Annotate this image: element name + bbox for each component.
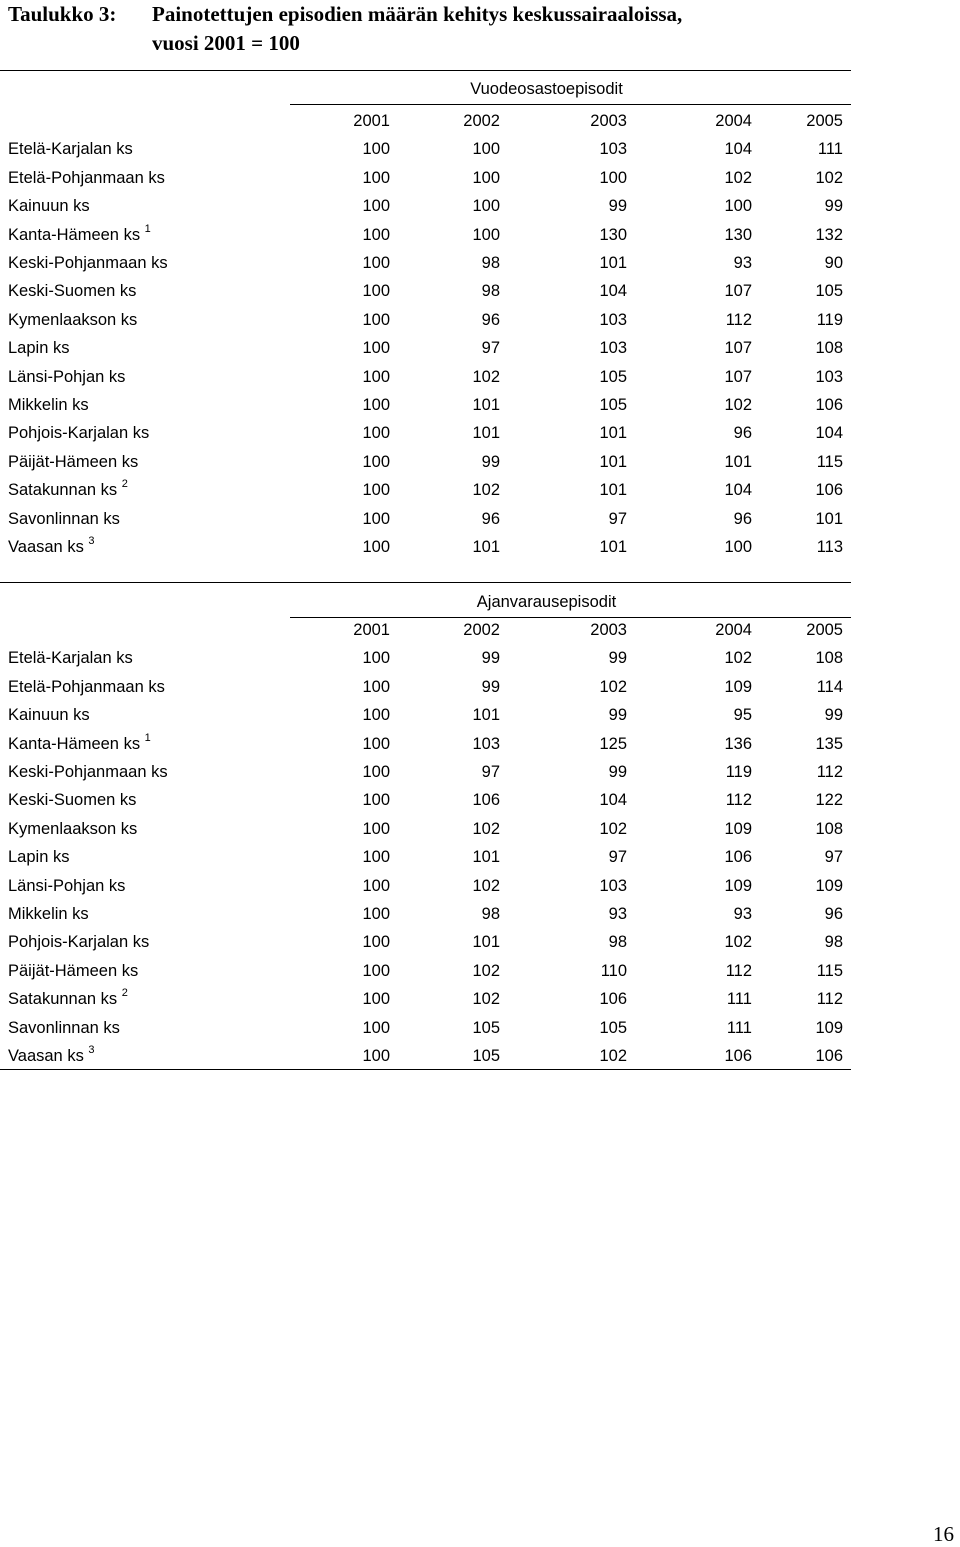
value-cell: 102 — [724, 396, 752, 415]
value-cell: 96 — [481, 509, 500, 528]
value-cell: 97 — [608, 509, 627, 528]
value-cell: 100 — [362, 282, 390, 301]
value-cell: 96 — [733, 424, 752, 443]
hospital-name: Kainuun ks — [8, 197, 90, 216]
value-cell: 101 — [472, 396, 500, 415]
value-cell: 130 — [724, 225, 752, 244]
hospital-name-cell — [0, 533, 290, 561]
value-cell: 100 — [362, 254, 390, 273]
table-row — [0, 192, 851, 220]
table-row — [0, 928, 851, 956]
value-cell: 102 — [815, 168, 843, 187]
year-header: 2001 — [353, 621, 390, 639]
value-cell: 106 — [472, 791, 500, 810]
value-cell: 100 — [362, 706, 390, 725]
value-cell: 97 — [824, 848, 843, 867]
hospital-name: Länsi-Pohjan ks — [8, 876, 126, 895]
hospital-name: Mikkelin ks — [8, 396, 89, 415]
value-cell: 112 — [725, 310, 752, 329]
table-row — [0, 505, 851, 533]
hospital-name-cell — [0, 277, 290, 305]
caption-label: Taulukko 3: — [8, 2, 117, 26]
hospital-name: Etelä-Pohjanmaan ks — [8, 168, 165, 187]
value-cell: 100 — [362, 734, 390, 753]
value-cell: 100 — [362, 1018, 390, 1037]
value-cell: 100 — [362, 197, 390, 216]
value-cell: 99 — [481, 452, 500, 471]
value-cell: 108 — [815, 819, 843, 838]
hospital-name-cell — [0, 928, 290, 956]
value-cell: 100 — [362, 933, 390, 952]
value-cell: 100 — [362, 339, 390, 358]
hospital-name: Satakunnan ks — [8, 481, 118, 500]
header-row — [0, 107, 851, 135]
value-cell: 103 — [599, 140, 627, 159]
footnote-marker: 3 — [88, 1044, 95, 1057]
hospital-name-cell — [0, 249, 290, 277]
value-cell: 104 — [724, 140, 752, 159]
value-cell: 100 — [362, 905, 390, 924]
value-cell: 96 — [733, 509, 752, 528]
table-row — [0, 673, 851, 701]
table-row — [0, 985, 851, 1013]
hospital-name: Pohjois-Karjalan ks — [8, 424, 150, 443]
year-header: 2005 — [806, 112, 843, 130]
hospital-name-cell — [0, 872, 290, 900]
value-cell: 101 — [472, 538, 500, 557]
value-cell: 99 — [608, 649, 627, 668]
value-cell: 132 — [815, 225, 843, 244]
value-cell: 130 — [599, 225, 627, 244]
value-cell: 100 — [362, 225, 390, 244]
year-header: 2005 — [806, 621, 843, 639]
bottom-rule — [0, 1069, 851, 1070]
value-cell: 125 — [599, 734, 627, 753]
value-cell: 100 — [362, 424, 390, 443]
value-cell: 100 — [724, 197, 752, 216]
hospital-name: Lapin ks — [8, 339, 70, 358]
caption-title-line-1: Painotettujen episodien määrän kehitys keskussairaaloissa, — [152, 2, 683, 26]
hospital-name-cell — [0, 673, 290, 701]
value-cell: 119 — [816, 310, 843, 329]
value-cell: 100 — [362, 763, 390, 782]
value-cell: 122 — [815, 791, 843, 810]
value-cell: 101 — [599, 254, 627, 273]
value-cell: 100 — [472, 140, 500, 159]
table-row — [0, 701, 851, 729]
hospital-name: Mikkelin ks — [8, 905, 89, 924]
value-cell: 100 — [724, 538, 752, 557]
hospital-name: Keski-Pohjanmaan ks — [8, 254, 168, 273]
hospital-name-cell — [0, 786, 290, 814]
value-cell: 96 — [824, 905, 843, 924]
value-cell: 97 — [481, 763, 500, 782]
value-cell: 102 — [724, 933, 752, 952]
hospital-name-cell — [0, 815, 290, 843]
value-cell: 100 — [362, 310, 390, 329]
value-cell: 109 — [815, 1018, 843, 1037]
table-row — [0, 363, 851, 391]
hospital-name: Vaasan ks — [8, 538, 84, 557]
value-cell: 109 — [724, 677, 752, 696]
hospital-name: Savonlinnan ks — [8, 509, 120, 528]
hospital-name-cell — [0, 758, 290, 786]
value-cell: 101 — [815, 509, 843, 528]
table-row — [0, 730, 851, 758]
hospital-name: Etelä-Karjalan ks — [8, 140, 133, 159]
value-cell: 100 — [362, 876, 390, 895]
hospital-name-cell — [0, 448, 290, 476]
hospital-name: Satakunnan ks — [8, 990, 118, 1009]
value-cell: 101 — [472, 424, 500, 443]
value-cell: 100 — [362, 848, 390, 867]
value-cell: 100 — [362, 396, 390, 415]
header-rule — [290, 104, 851, 105]
value-cell: 100 — [362, 819, 390, 838]
value-cell: 96 — [481, 310, 500, 329]
hospital-name: Lapin ks — [8, 848, 70, 867]
hospital-name: Pohjois-Karjalan ks — [8, 933, 150, 952]
value-cell: 102 — [472, 819, 500, 838]
hospital-name-cell — [0, 334, 290, 362]
hospital-name-cell — [0, 192, 290, 220]
value-cell: 98 — [481, 282, 500, 301]
table-row — [0, 306, 851, 334]
value-cell: 112 — [816, 990, 843, 1009]
value-cell: 100 — [362, 140, 390, 159]
year-header: 2003 — [590, 112, 627, 130]
value-cell: 100 — [362, 538, 390, 557]
hospital-name-cell — [0, 1042, 290, 1070]
data-table — [0, 107, 851, 562]
hospital-name-cell — [0, 985, 290, 1013]
table-row — [0, 334, 851, 362]
value-cell: 102 — [472, 961, 500, 980]
value-cell: 106 — [815, 481, 843, 500]
value-cell: 101 — [599, 452, 627, 471]
table-row — [0, 843, 851, 871]
value-cell: 93 — [733, 254, 752, 273]
value-cell: 100 — [362, 677, 390, 696]
value-cell: 110 — [600, 961, 627, 980]
value-cell: 100 — [362, 452, 390, 471]
hospital-name: Kymenlaakson ks — [8, 310, 138, 329]
value-cell: 101 — [472, 848, 500, 867]
value-cell: 104 — [724, 481, 752, 500]
table-section-ajanvarausepisodit — [0, 583, 851, 1073]
hospital-name: Kanta-Hämeen ks — [8, 225, 141, 244]
value-cell: 102 — [724, 168, 752, 187]
value-cell: 99 — [824, 706, 843, 725]
table-row — [0, 786, 851, 814]
value-cell: 105 — [472, 1047, 500, 1066]
value-cell: 102 — [472, 481, 500, 500]
value-cell: 111 — [817, 140, 843, 159]
value-cell: 113 — [816, 538, 843, 557]
value-cell: 102 — [472, 990, 500, 1009]
value-cell: 100 — [362, 481, 390, 500]
value-cell: 104 — [599, 282, 627, 301]
hospital-name-cell — [0, 306, 290, 334]
value-cell: 99 — [481, 677, 500, 696]
value-cell: 100 — [362, 509, 390, 528]
value-cell: 108 — [815, 339, 843, 358]
table-body — [0, 135, 851, 561]
value-cell: 103 — [599, 339, 627, 358]
caption-line-1 — [8, 0, 682, 29]
value-cell: 101 — [599, 424, 627, 443]
table-row — [0, 1042, 851, 1070]
value-cell: 97 — [608, 848, 627, 867]
group-title: Vuodeosastoepisodit — [470, 80, 623, 98]
footnote-marker: 1 — [144, 222, 151, 235]
table-row — [0, 476, 851, 504]
table-row — [0, 957, 851, 985]
hospital-name: Keski-Pohjanmaan ks — [8, 763, 168, 782]
hospital-name: Kymenlaakson ks — [8, 819, 138, 838]
value-cell: 111 — [726, 1018, 752, 1037]
value-cell: 100 — [472, 197, 500, 216]
value-cell: 101 — [599, 481, 627, 500]
value-cell: 95 — [733, 706, 752, 725]
value-cell: 104 — [815, 424, 843, 443]
year-header: 2001 — [353, 112, 390, 130]
hospital-name: Vaasan ks — [8, 1047, 84, 1066]
footnote-marker: 1 — [144, 731, 151, 744]
footnote-marker: 2 — [121, 478, 128, 491]
hospital-name-cell — [0, 701, 290, 729]
value-cell: 106 — [724, 1047, 752, 1066]
table-row — [0, 249, 851, 277]
value-cell: 98 — [481, 254, 500, 273]
table-row — [0, 277, 851, 305]
footnote-marker: 3 — [88, 535, 95, 548]
hospital-name-cell — [0, 957, 290, 985]
value-cell: 106 — [724, 848, 752, 867]
hospital-name: Etelä-Karjalan ks — [8, 649, 133, 668]
value-cell: 93 — [608, 905, 627, 924]
value-cell: 100 — [472, 225, 500, 244]
value-cell: 109 — [724, 876, 752, 895]
hospital-name-cell — [0, 900, 290, 928]
value-cell: 112 — [725, 961, 752, 980]
table-row — [0, 758, 851, 786]
group-title: Ajanvarausepisodit — [476, 593, 617, 611]
value-cell: 98 — [824, 933, 843, 952]
value-cell: 102 — [724, 649, 752, 668]
hospital-name: Kainuun ks — [8, 706, 90, 725]
value-cell: 100 — [362, 367, 390, 386]
value-cell: 114 — [816, 677, 843, 696]
value-cell: 98 — [481, 905, 500, 924]
table-row — [0, 900, 851, 928]
hospital-name-cell — [0, 1014, 290, 1042]
value-cell: 90 — [824, 254, 843, 273]
value-cell: 105 — [599, 367, 627, 386]
value-cell: 106 — [599, 990, 627, 1009]
value-cell: 99 — [608, 763, 627, 782]
value-cell: 101 — [472, 933, 500, 952]
value-cell: 105 — [599, 1018, 627, 1037]
table-row — [0, 533, 851, 561]
hospital-name: Keski-Suomen ks — [8, 282, 137, 301]
hospital-name: Kanta-Hämeen ks — [8, 734, 141, 753]
data-table — [0, 616, 851, 1071]
value-cell: 112 — [725, 791, 752, 810]
hospital-name-cell — [0, 391, 290, 419]
hospital-name: Savonlinnan ks — [8, 1018, 120, 1037]
value-cell: 105 — [472, 1018, 500, 1037]
value-cell: 119 — [725, 763, 752, 782]
table-row — [0, 135, 851, 163]
table-row — [0, 164, 851, 192]
value-cell: 103 — [599, 876, 627, 895]
header-row — [0, 616, 851, 644]
year-header: 2002 — [463, 112, 500, 130]
value-cell: 115 — [816, 452, 843, 471]
header-empty-cell — [0, 616, 290, 644]
value-cell: 105 — [815, 282, 843, 301]
value-cell: 107 — [724, 367, 752, 386]
year-header: 2002 — [463, 621, 500, 639]
value-cell: 93 — [733, 905, 752, 924]
value-cell: 106 — [815, 1047, 843, 1066]
caption-title-line-2: vuosi 2001 = 100 — [152, 31, 300, 55]
hospital-name: Länsi-Pohjan ks — [8, 367, 126, 386]
value-cell: 99 — [824, 197, 843, 216]
value-cell: 107 — [724, 282, 752, 301]
table-row — [0, 221, 851, 249]
value-cell: 99 — [608, 706, 627, 725]
value-cell: 102 — [599, 819, 627, 838]
hospital-name-cell — [0, 644, 290, 672]
table-caption — [8, 0, 682, 58]
value-cell: 107 — [724, 339, 752, 358]
value-cell: 100 — [362, 649, 390, 668]
value-cell: 135 — [815, 734, 843, 753]
top-rule — [0, 70, 851, 71]
value-cell: 97 — [481, 339, 500, 358]
hospital-name: Etelä-Pohjanmaan ks — [8, 677, 165, 696]
hospital-name-cell — [0, 730, 290, 758]
value-cell: 136 — [724, 734, 752, 753]
year-header: 2004 — [715, 621, 752, 639]
table-row — [0, 391, 851, 419]
value-cell: 105 — [599, 396, 627, 415]
value-cell: 104 — [599, 791, 627, 810]
value-cell: 101 — [724, 452, 752, 471]
table-row — [0, 1014, 851, 1042]
value-cell: 115 — [816, 961, 843, 980]
value-cell: 102 — [599, 1047, 627, 1066]
hospital-name-cell — [0, 505, 290, 533]
year-header: 2003 — [590, 621, 627, 639]
hospital-name-cell — [0, 221, 290, 249]
value-cell: 101 — [599, 538, 627, 557]
table-section-vuodeosastoepisodit — [0, 70, 851, 570]
table-row — [0, 872, 851, 900]
value-cell: 109 — [815, 876, 843, 895]
value-cell: 102 — [472, 367, 500, 386]
value-cell: 100 — [362, 791, 390, 810]
hospital-name-cell — [0, 476, 290, 504]
value-cell: 106 — [815, 396, 843, 415]
hospital-name-cell — [0, 135, 290, 163]
value-cell: 103 — [815, 367, 843, 386]
table-row — [0, 644, 851, 672]
table-row — [0, 815, 851, 843]
value-cell: 108 — [815, 649, 843, 668]
hospital-name-cell — [0, 164, 290, 192]
value-cell: 98 — [608, 933, 627, 952]
value-cell: 100 — [362, 961, 390, 980]
table-body — [0, 644, 851, 1070]
hospital-name-cell — [0, 419, 290, 447]
value-cell: 111 — [726, 990, 752, 1009]
value-cell: 102 — [599, 677, 627, 696]
value-cell: 112 — [816, 763, 843, 782]
hospital-name: Päijät-Hämeen ks — [8, 961, 139, 980]
value-cell: 100 — [362, 990, 390, 1009]
value-cell: 102 — [472, 876, 500, 895]
value-cell: 101 — [472, 706, 500, 725]
value-cell: 100 — [362, 1047, 390, 1066]
footnote-marker: 2 — [121, 987, 128, 1000]
hospital-name-cell — [0, 843, 290, 871]
value-cell: 100 — [362, 168, 390, 187]
value-cell: 100 — [472, 168, 500, 187]
value-cell: 99 — [481, 649, 500, 668]
year-header: 2004 — [715, 112, 752, 130]
page-number: 16 — [933, 1522, 954, 1546]
header-empty-cell — [0, 107, 290, 135]
value-cell: 103 — [472, 734, 500, 753]
value-cell: 109 — [724, 819, 752, 838]
value-cell: 99 — [608, 197, 627, 216]
value-cell: 103 — [599, 310, 627, 329]
value-cell: 100 — [599, 168, 627, 187]
hospital-name-cell — [0, 363, 290, 391]
hospital-name: Päijät-Hämeen ks — [8, 452, 139, 471]
table-row — [0, 448, 851, 476]
hospital-name: Keski-Suomen ks — [8, 791, 137, 810]
table-row — [0, 419, 851, 447]
